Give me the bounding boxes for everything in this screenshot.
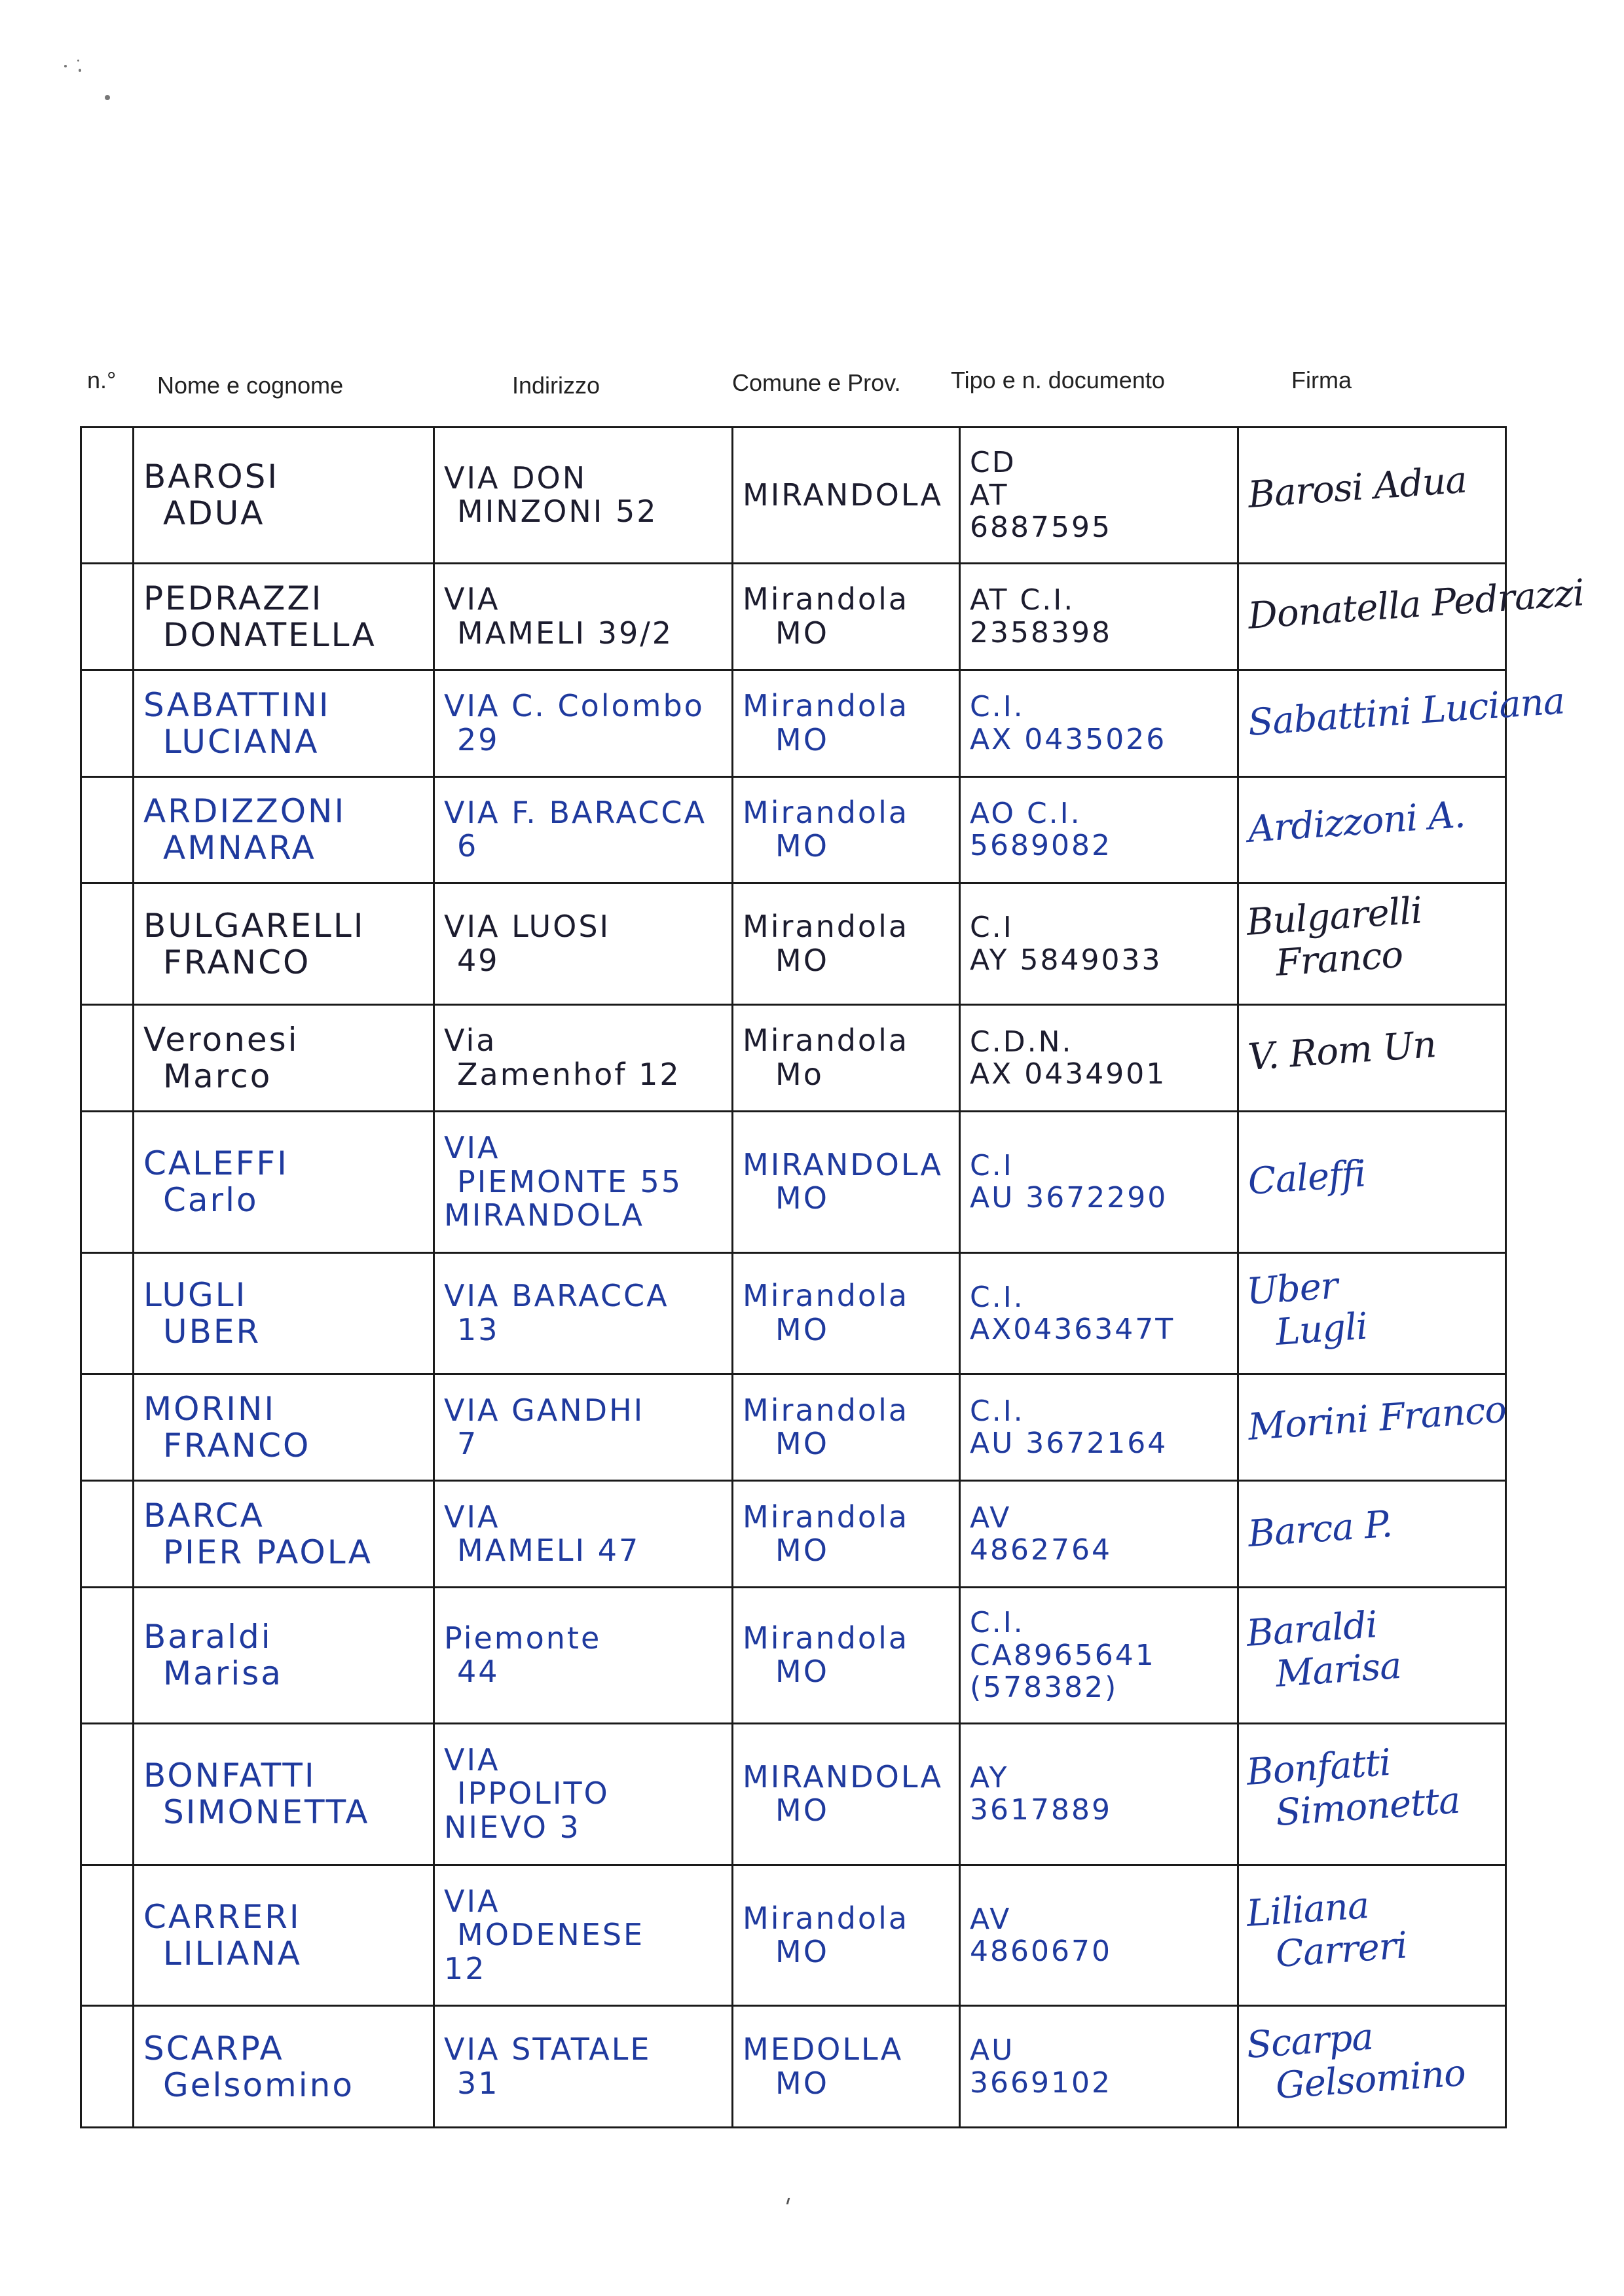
cell-address bbox=[434, 1481, 733, 1588]
cell-document bbox=[960, 563, 1238, 670]
sig-line: V. Rom Un bbox=[1246, 1023, 1437, 1080]
header-address: Indirizzo bbox=[512, 372, 600, 399]
name-line: Gelsomino bbox=[163, 2066, 354, 2104]
name-line: FRANCO bbox=[163, 1427, 311, 1465]
cell-signature bbox=[1238, 428, 1506, 564]
cell-address bbox=[434, 1374, 733, 1481]
cell-address bbox=[434, 670, 733, 776]
scan-specks bbox=[59, 56, 131, 108]
cell-address bbox=[434, 776, 733, 883]
addr-line: Piemonte bbox=[444, 1620, 602, 1656]
cell-name bbox=[134, 1588, 434, 1724]
cell-number bbox=[81, 1252, 134, 1374]
addr-line: VIA GANDHI bbox=[444, 1392, 645, 1428]
name-line: BAROSI bbox=[143, 458, 280, 496]
name-line: CALEFFI bbox=[143, 1144, 289, 1183]
doc-line: C.I. bbox=[970, 1394, 1025, 1428]
doc-line: C.I. bbox=[970, 1280, 1025, 1314]
sig-line: Ardizzoni A. bbox=[1246, 793, 1467, 851]
table-row bbox=[81, 670, 1506, 776]
cell-document bbox=[960, 1723, 1238, 1865]
com-line: MIRANDOLA bbox=[743, 1758, 944, 1795]
doc-line: AO C.I. bbox=[970, 797, 1082, 831]
sig-line: Liliana bbox=[1245, 1884, 1371, 1936]
cell-signature bbox=[1238, 1865, 1506, 2006]
com-line: Mirandola bbox=[743, 1620, 910, 1656]
addr-line: MAMELI 47 bbox=[457, 1533, 640, 1569]
addr-line: VIA BARACCA bbox=[444, 1278, 669, 1314]
cell-number bbox=[81, 1111, 134, 1252]
doc-line: AU bbox=[970, 2033, 1015, 2068]
cell-comune bbox=[733, 776, 960, 883]
name-line: SIMONETTA bbox=[163, 1793, 370, 1832]
name-line: LUGLI bbox=[143, 1275, 248, 1314]
cell-comune bbox=[733, 1723, 960, 1865]
cell-address bbox=[434, 2006, 733, 2128]
com-line: MO bbox=[775, 1934, 829, 1970]
cell-signature bbox=[1238, 1374, 1506, 1481]
name-line: SABATTINI bbox=[143, 685, 331, 724]
table-row bbox=[81, 1588, 1506, 1724]
signature-grid bbox=[80, 426, 1585, 2128]
table-row bbox=[81, 428, 1506, 564]
cell-signature bbox=[1238, 563, 1585, 670]
addr-line: VIA bbox=[444, 1130, 500, 1166]
com-line: MO bbox=[775, 615, 829, 651]
cell-number bbox=[81, 670, 134, 776]
addr-line: Zamenhof 12 bbox=[457, 1056, 681, 1092]
cell-document bbox=[960, 1481, 1238, 1588]
cell-address bbox=[434, 1252, 733, 1374]
sig-line: Barosi Adua bbox=[1246, 458, 1468, 517]
cell-signature bbox=[1238, 670, 1566, 776]
cell-signature bbox=[1238, 883, 1506, 1004]
doc-line: C.I. bbox=[970, 1606, 1025, 1640]
table-row bbox=[81, 2006, 1506, 2128]
name-line: MORINI bbox=[143, 1390, 276, 1429]
name-line: PEDRAZZI bbox=[143, 579, 323, 617]
doc-line: 6887595 bbox=[970, 510, 1112, 544]
cell-document bbox=[960, 670, 1238, 776]
cell-comune bbox=[733, 428, 960, 564]
addr-line: VIA bbox=[444, 1499, 500, 1535]
cell-number bbox=[81, 563, 134, 670]
name-line: SCARPA bbox=[143, 2029, 284, 2068]
addr-line: VIA C. Colombo bbox=[444, 687, 705, 723]
com-line: Mirandola bbox=[743, 909, 910, 945]
table-row bbox=[81, 883, 1506, 1004]
cell-comune bbox=[733, 1004, 960, 1111]
cell-name bbox=[134, 1111, 434, 1252]
doc-line: AU 3672290 bbox=[970, 1181, 1168, 1215]
com-line: MO bbox=[775, 721, 829, 757]
doc-line: AT C.I. bbox=[970, 583, 1075, 617]
com-line: Mo bbox=[775, 1056, 824, 1092]
cell-address bbox=[434, 563, 733, 670]
addr-line: 12 bbox=[444, 1950, 487, 1986]
name-line: CARRERI bbox=[143, 1898, 301, 1937]
cell-number bbox=[81, 1723, 134, 1865]
name-line: LUCIANA bbox=[163, 722, 320, 761]
cell-document bbox=[960, 883, 1238, 1004]
name-line: BULGARELLI bbox=[143, 906, 365, 945]
addr-line: 13 bbox=[457, 1311, 500, 1347]
cell-number bbox=[81, 1374, 134, 1481]
cell-comune bbox=[733, 1865, 960, 2006]
sig-line: Lugli bbox=[1274, 1305, 1369, 1355]
signature-table bbox=[80, 426, 1585, 2128]
table-row bbox=[81, 1004, 1506, 1111]
com-line: Mirandola bbox=[743, 794, 910, 830]
cell-name bbox=[134, 563, 434, 670]
addr-line: VIA bbox=[444, 581, 500, 617]
name-line: ARDIZZONI bbox=[143, 792, 346, 831]
table-row bbox=[81, 1111, 1506, 1252]
table-row bbox=[81, 1865, 1506, 2006]
table-row bbox=[81, 1481, 1506, 1588]
sig-line: Marisa bbox=[1274, 1645, 1403, 1696]
cell-comune bbox=[733, 1374, 960, 1481]
doc-line: AU 3672164 bbox=[970, 1427, 1168, 1461]
cell-name bbox=[134, 1252, 434, 1374]
cell-signature bbox=[1238, 776, 1506, 883]
com-line: Mirandola bbox=[743, 1023, 910, 1059]
sig-line: Donatella Pedrazzi bbox=[1246, 572, 1585, 638]
cell-name bbox=[134, 1004, 434, 1111]
sig-line: Barca P. bbox=[1246, 1503, 1393, 1556]
addr-line: 29 bbox=[457, 721, 500, 757]
cell-comune bbox=[733, 1481, 960, 1588]
doc-line: C.D.N. bbox=[970, 1025, 1073, 1059]
addr-line: MAMELI 39/2 bbox=[457, 615, 674, 651]
addr-line: 49 bbox=[457, 942, 500, 978]
com-line: MO bbox=[775, 1654, 829, 1690]
com-line: MO bbox=[775, 1793, 829, 1829]
name-line: Marco bbox=[163, 1057, 272, 1095]
sig-line: Sabattini Luciana bbox=[1246, 680, 1566, 744]
cell-address bbox=[434, 1111, 733, 1252]
addr-line: MIRANDOLA bbox=[444, 1197, 645, 1233]
cell-name bbox=[134, 670, 434, 776]
cell-signature bbox=[1238, 1252, 1506, 1374]
cell-document bbox=[960, 776, 1238, 883]
cell-signature bbox=[1238, 1004, 1506, 1111]
doc-line: 3669102 bbox=[970, 2066, 1112, 2100]
addr-line: VIA DON bbox=[444, 460, 587, 496]
doc-line: 5689082 bbox=[970, 829, 1112, 863]
addr-line: VIA STATALE bbox=[444, 2032, 652, 2068]
cell-name bbox=[134, 776, 434, 883]
addr-line: IPPOLITO bbox=[457, 1776, 610, 1812]
doc-line: 4862764 bbox=[970, 1533, 1112, 1567]
sig-line: Simonetta bbox=[1274, 1779, 1462, 1835]
cell-comune bbox=[733, 670, 960, 776]
sig-line: Baraldi bbox=[1245, 1603, 1378, 1656]
name-line: Veronesi bbox=[143, 1020, 299, 1059]
name-line: BARCA bbox=[143, 1497, 265, 1535]
doc-line: AV bbox=[970, 1902, 1012, 1936]
cell-name bbox=[134, 883, 434, 1004]
table-row bbox=[81, 1723, 1506, 1865]
cell-name bbox=[134, 1865, 434, 2006]
com-line: MEDOLLA bbox=[743, 2032, 904, 2068]
doc-line: AY 5849033 bbox=[970, 943, 1162, 977]
addr-line: MODENESE bbox=[457, 1917, 645, 1953]
addr-line: 7 bbox=[457, 1426, 479, 1462]
header-document: Tipo e n. documento bbox=[951, 367, 1165, 393]
cell-address bbox=[434, 883, 733, 1004]
name-line: LILIANA bbox=[163, 1935, 303, 1973]
sig-line: Caleffi bbox=[1246, 1152, 1367, 1203]
cell-document bbox=[960, 1865, 1238, 2006]
cell-address bbox=[434, 1723, 733, 1865]
cell-comune bbox=[733, 1111, 960, 1252]
com-line: Mirandola bbox=[743, 581, 910, 617]
cell-number bbox=[81, 776, 134, 883]
table-row bbox=[81, 776, 1506, 883]
page-mark bbox=[786, 2196, 792, 2206]
addr-line: VIA F. BARACCA bbox=[444, 794, 707, 830]
header-comune: Comune e Prov. bbox=[732, 369, 901, 396]
name-line: Baraldi bbox=[143, 1618, 272, 1656]
addr-line: PIEMONTE 55 bbox=[457, 1163, 682, 1199]
cell-signature bbox=[1238, 1588, 1506, 1724]
cell-comune bbox=[733, 1588, 960, 1724]
doc-line: AX 0435026 bbox=[970, 722, 1167, 756]
com-line: MIRANDOLA bbox=[743, 1146, 944, 1182]
header-signature: Firma bbox=[1291, 367, 1352, 393]
doc-line: AV bbox=[970, 1501, 1012, 1535]
addr-line: VIA bbox=[444, 1741, 500, 1777]
com-line: MO bbox=[775, 1311, 829, 1347]
cell-document bbox=[960, 1111, 1238, 1252]
doc-line: 2358398 bbox=[970, 615, 1112, 649]
cell-number bbox=[81, 883, 134, 1004]
name-line: ADUA bbox=[163, 494, 265, 533]
cell-document bbox=[960, 428, 1238, 564]
doc-line: AX0436347T bbox=[970, 1312, 1175, 1346]
cell-number bbox=[81, 1865, 134, 2006]
sig-line: Uber bbox=[1245, 1264, 1339, 1313]
cell-signature bbox=[1238, 1723, 1506, 1865]
com-line: MO bbox=[775, 828, 829, 864]
com-line: Mirandola bbox=[743, 1278, 910, 1314]
name-line: Marisa bbox=[163, 1654, 283, 1693]
sig-line: Carreri bbox=[1274, 1924, 1409, 1977]
sig-line: Bulgarelli bbox=[1245, 889, 1424, 944]
com-line: MO bbox=[775, 942, 829, 978]
name-line: BONFATTI bbox=[143, 1757, 316, 1795]
doc-line: C.I. bbox=[970, 690, 1025, 724]
cell-name bbox=[134, 2006, 434, 2128]
name-line: PIER PAOLA bbox=[163, 1533, 373, 1572]
addr-line: MINZONI 52 bbox=[457, 494, 658, 530]
cell-comune bbox=[733, 2006, 960, 2128]
cell-document bbox=[960, 1004, 1238, 1111]
cell-name bbox=[134, 428, 434, 564]
cell-number bbox=[81, 2006, 134, 2128]
name-line: AMNARA bbox=[163, 829, 316, 867]
com-line: MO bbox=[775, 1533, 829, 1569]
com-line: Mirandola bbox=[743, 687, 910, 723]
name-line: Carlo bbox=[163, 1181, 259, 1220]
column-headers bbox=[0, 367, 1624, 406]
doc-line: 3617889 bbox=[970, 1793, 1112, 1827]
cell-document bbox=[960, 1588, 1238, 1724]
sig-line: Franco bbox=[1274, 933, 1405, 985]
com-line: Mirandola bbox=[743, 1900, 910, 1936]
com-line: MIRANDOLA bbox=[743, 477, 944, 513]
doc-line: AY bbox=[970, 1760, 1009, 1795]
cell-number bbox=[81, 1481, 134, 1588]
com-line: Mirandola bbox=[743, 1392, 910, 1428]
cell-address bbox=[434, 1004, 733, 1111]
cell-document bbox=[960, 1374, 1238, 1481]
cell-number bbox=[81, 1004, 134, 1111]
doc-line: CA8965641 bbox=[970, 1638, 1156, 1672]
header-name: Nome e cognome bbox=[157, 372, 344, 399]
com-line: MO bbox=[775, 1426, 829, 1462]
cell-number bbox=[81, 1588, 134, 1724]
name-line: UBER bbox=[163, 1312, 261, 1351]
cell-signature bbox=[1238, 2006, 1506, 2128]
cell-signature bbox=[1238, 1481, 1506, 1588]
cell-name bbox=[134, 1481, 434, 1588]
doc-line: (578382) bbox=[970, 1671, 1118, 1704]
cell-number bbox=[81, 428, 134, 564]
cell-name bbox=[134, 1723, 434, 1865]
name-line: DONATELLA bbox=[163, 615, 377, 654]
sig-line: Scarpa bbox=[1245, 2015, 1375, 2067]
addr-line: VIA bbox=[444, 1883, 500, 1919]
sig-line: Gelsomino bbox=[1274, 2051, 1467, 2107]
addr-line: 31 bbox=[457, 2065, 500, 2101]
doc-line: AT bbox=[970, 478, 1009, 512]
cell-address bbox=[434, 1588, 733, 1724]
com-line: MO bbox=[775, 2065, 829, 2101]
com-line: MO bbox=[775, 1180, 829, 1216]
name-line: FRANCO bbox=[163, 943, 311, 981]
doc-line: C.I bbox=[970, 911, 1014, 945]
table-row bbox=[81, 1374, 1506, 1481]
sig-line: Bonfatti bbox=[1245, 1741, 1392, 1795]
doc-line: C.I bbox=[970, 1149, 1014, 1183]
addr-line: NIEVO 3 bbox=[444, 1809, 581, 1845]
cell-comune bbox=[733, 563, 960, 670]
doc-line: AX 0434901 bbox=[970, 1057, 1167, 1091]
sig-line: Morini Franco bbox=[1246, 1388, 1507, 1449]
table-row bbox=[81, 1252, 1506, 1374]
cell-signature bbox=[1238, 1111, 1506, 1252]
addr-line: 6 bbox=[457, 828, 479, 864]
addr-line: VIA LUOSI bbox=[444, 909, 611, 945]
doc-line: 4860670 bbox=[970, 1935, 1112, 1969]
cell-document bbox=[960, 2006, 1238, 2128]
addr-line: 44 bbox=[457, 1654, 500, 1690]
cell-address bbox=[434, 1865, 733, 2006]
cell-document bbox=[960, 1252, 1238, 1374]
cell-name bbox=[134, 1374, 434, 1481]
addr-line: Via bbox=[444, 1023, 497, 1059]
header-number: n.° bbox=[87, 367, 117, 393]
cell-comune bbox=[733, 883, 960, 1004]
cell-comune bbox=[733, 1252, 960, 1374]
doc-line: CD bbox=[970, 446, 1016, 480]
com-line: Mirandola bbox=[743, 1499, 910, 1535]
cell-address bbox=[434, 428, 733, 564]
table-row bbox=[81, 563, 1506, 670]
